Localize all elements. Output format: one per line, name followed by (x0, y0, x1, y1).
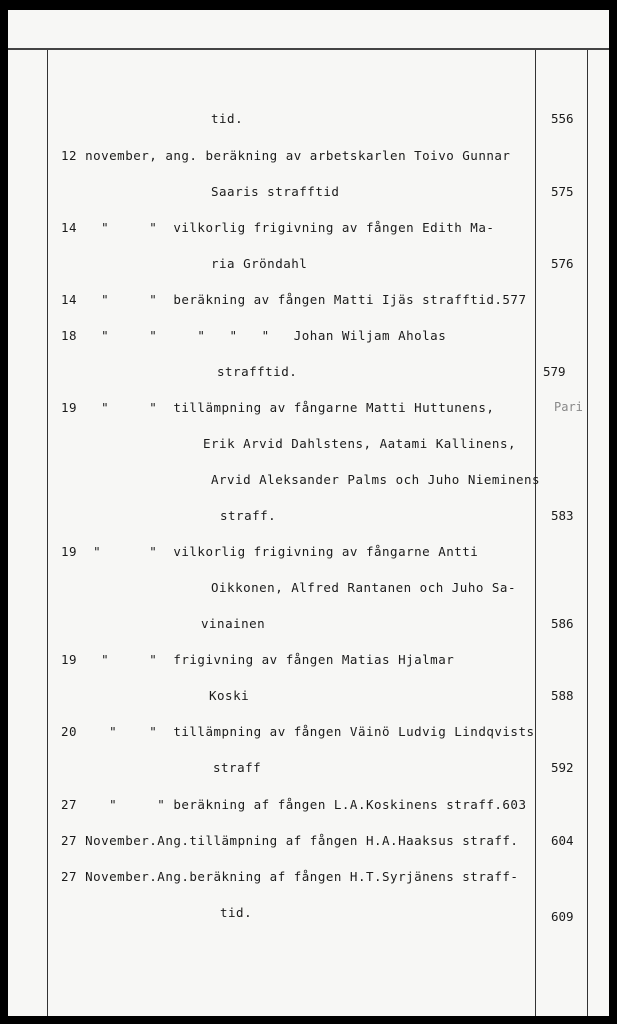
document-page (8, 10, 609, 1016)
entry-line: 19 " " frigivning av fången Matias Hjalmar (61, 652, 455, 667)
page-number: 609 (551, 909, 574, 924)
page-number: 592 (551, 760, 574, 775)
entry-line: 20 " " tillämpning av fången Väinö Ludvig Lindqvists (61, 724, 535, 739)
page-number: 604 (551, 833, 574, 848)
page-number: 588 (551, 688, 574, 703)
page-number: 556 (551, 111, 574, 126)
entry-line: 18 " " " " " Johan Wiljam Aholas (61, 328, 447, 343)
entry-line: 14 " " beräkning av fången Matti Ijäs strafftid.577 (61, 292, 527, 307)
margin-note: Pari (554, 400, 583, 414)
page-number: 576 (551, 256, 574, 271)
top-rule (8, 48, 609, 50)
entry-line: Koski (209, 688, 250, 703)
page-number: 583 (551, 508, 574, 523)
page-number: 579 (543, 364, 566, 379)
page-number: 586 (551, 616, 574, 631)
page-number: 575 (551, 184, 574, 199)
entry-line: Saaris strafftid (211, 184, 340, 199)
entry-line: 27 November.Ang.tillämpning af fången H.A.Haaksus straff. (61, 833, 519, 848)
entry-line: 27 " " beräkning af fången L.A.Koskinens straff.603 (61, 797, 527, 812)
outer-right-rule (587, 50, 588, 1016)
right-column-rule (535, 50, 536, 1016)
entry-line: Erik Arvid Dahlstens, Aatami Kallinens, (203, 436, 516, 451)
entry-line: 19 " " vilkorlig frigivning av fångarne Antti (61, 544, 479, 559)
entry-line: vinainen (201, 616, 266, 631)
entry-line: straff (213, 760, 262, 775)
entry-line: tid. (211, 111, 244, 126)
entry-line: Arvid Aleksander Palms och Juho Nieminens (211, 472, 541, 487)
entry-line: tid. (220, 905, 253, 920)
entry-line: 12 november, ang. beräkning av arbetskarlen Toivo Gunnar (61, 148, 511, 163)
left-margin-rule (47, 50, 48, 1016)
entry-line: 27 November.Ang.beräkning af fången H.T.Syrjänens straff- (61, 869, 519, 884)
entry-line: strafftid. (217, 364, 298, 379)
entry-line: Oikkonen, Alfred Rantanen och Juho Sa- (211, 580, 516, 595)
entry-line: 14 " " vilkorlig frigivning av fången Edith Ma- (61, 220, 495, 235)
entry-line: straff. (220, 508, 277, 523)
entry-line: 19 " " tillämpning av fångarne Matti Huttunens, (61, 400, 495, 415)
entry-line: ria Gröndahl (211, 256, 308, 271)
